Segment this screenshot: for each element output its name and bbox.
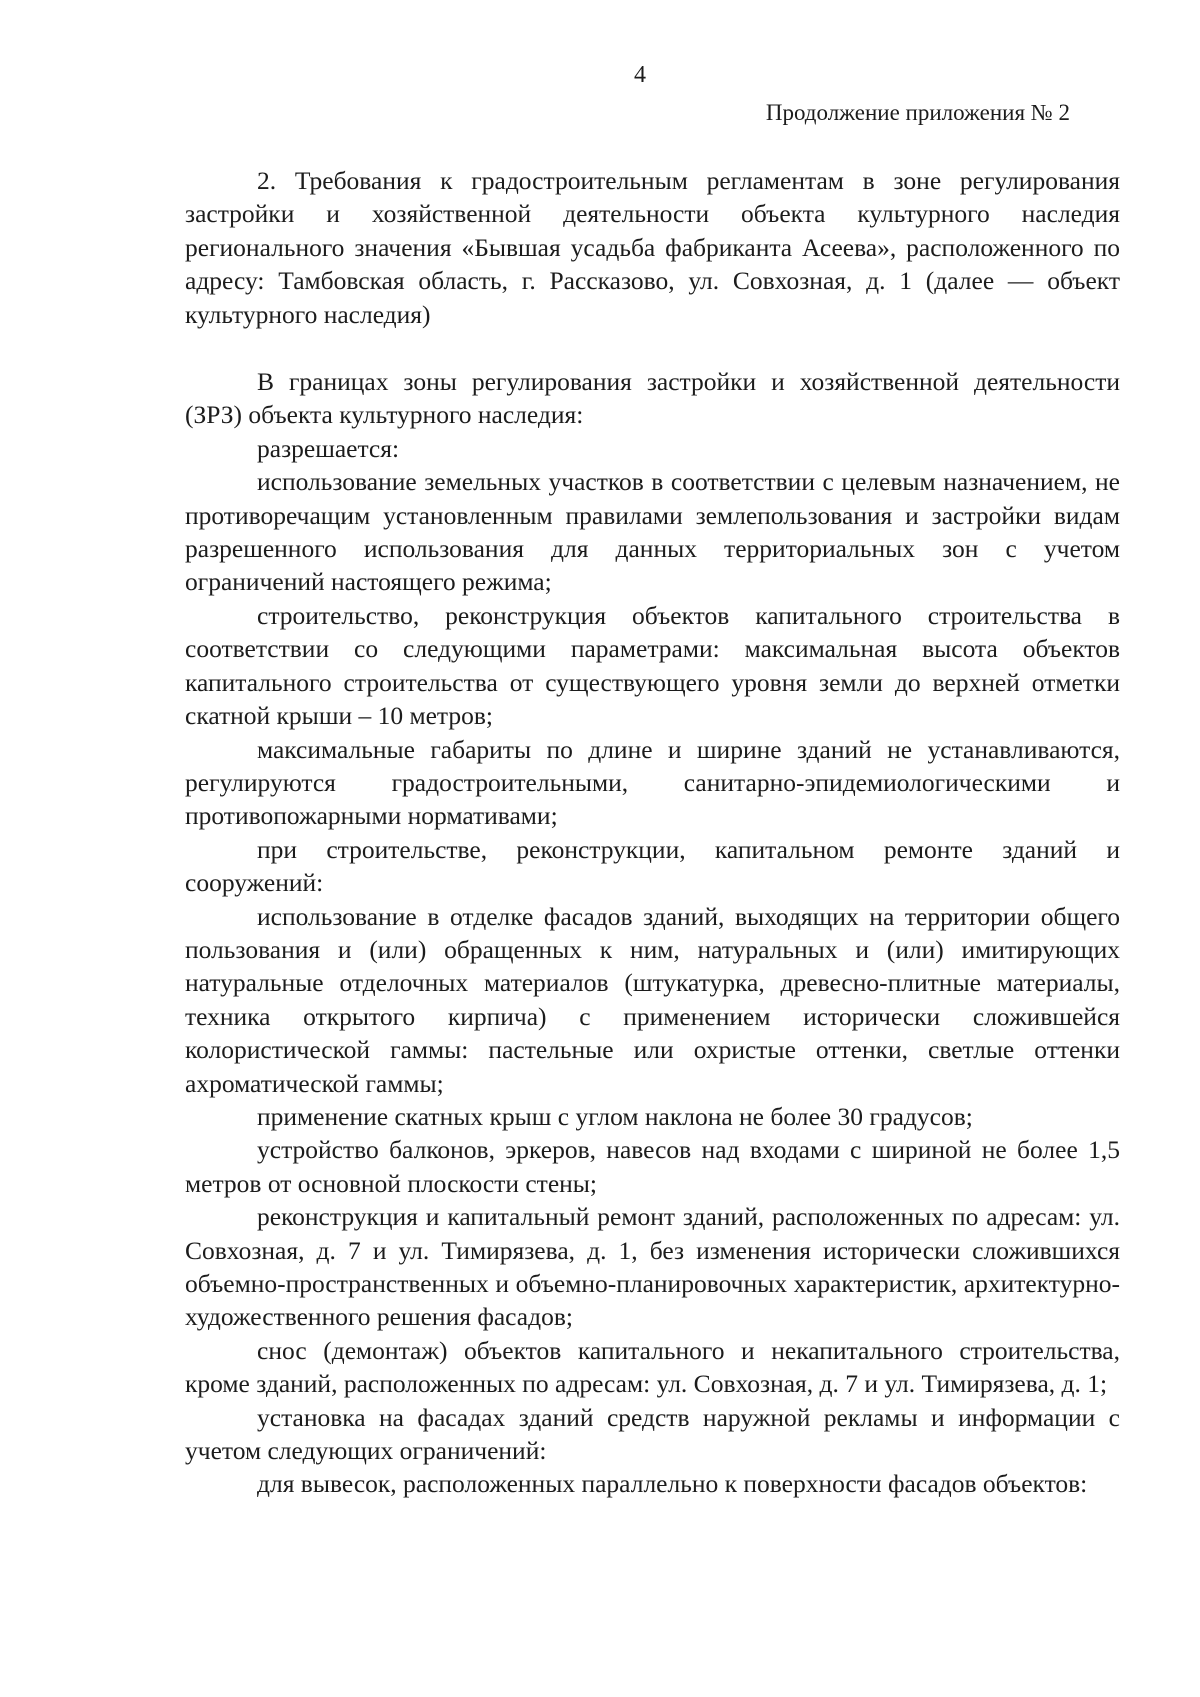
paragraph: для вывесок, расположенных параллельно к поверхности фасадов объектов:: [257, 1469, 1088, 1499]
page-number: 4: [634, 62, 646, 88]
paragraph: установка на фасадах зданий средств наружной рекламы и информации с учетом следующих ограничений:: [185, 1402, 1120, 1466]
paragraph: устройство балконов, эркеров, навесов над входами с шириной не более 1,5 метров от основной плоскости стены;: [185, 1135, 1120, 1198]
paragraph: использование в отделке фасадов зданий, выходящих на территории общего пользования и (или) обращенных к ним, натуральных и (или) имитирующих натуральные отделочных материалов (штукатурка, древесно-плитные материалы, техника открытого кирпича) с применением исторически сложившейся колористической гаммы: пастельные или охристые оттенки, светлые оттенки ахроматической гаммы;: [185, 901, 1120, 1098]
paragraph: разрешается:: [257, 433, 400, 463]
appendix-note: Продолжение приложения № 2: [765, 100, 1070, 125]
paragraph: реконструкция и капитальный ремонт зданий, расположенных по адресам: ул. Совхозная, д. 7 и ул. Тимирязева, д. 1, без изменения исторически сложившихся объемно-пространственных и объемно-планировочных характеристик, архитектурно-художественного решения фасадов;: [185, 1202, 1120, 1332]
paragraph: максимальные габариты по длине и ширине зданий не устанавливаются, регулируются градостроительными, санитарно-эпидемиологическими и противопожарными нормативами;: [185, 734, 1120, 831]
paragraph: применение скатных крыш с углом наклона не более 30 градусов;: [257, 1101, 973, 1131]
paragraph: строительство, реконструкция объектов капитального строительства в соответствии со следующими параметрами: максимальная высота объектов капитального строительства от существующего уровня земли до верхней отметки скатной крыши – 10 метров;: [185, 600, 1120, 731]
paragraph: В границах зоны регулирования застройки и хозяйственной деятельности (ЗРЗ) объекта культурного наследия:: [185, 367, 1120, 430]
section-heading: 2. Требования к градостроительным регламентам в зоне регулирования застройки и хозяйственной деятельности объекта культурного наследия регионального значения «Бывшая усадьба фабриканта Асеева», расположенного по адресу: Тамбовская область, г. Рассказово, ул. Совхозная, д. 1 (далее — объект культурного наследия): [185, 166, 1120, 329]
document-body: [185, 164, 1120, 1501]
paragraph: использование земельных участков в соответствии с целевым назначением, не противоречащим установленным правилами землепользования и застройки видам разрешенного использования для данных территориальных зон с учетом ограничений настоящего режима;: [185, 467, 1120, 597]
paragraph: снос (демонтаж) объектов капитального и некапитального строительства, кроме зданий, расположенных по адресам: ул. Совхозная, д. 7 и ул. Тимирязева, д. 1;: [185, 1335, 1120, 1399]
paragraph: при строительстве, реконструкции, капитальном ремонте зданий и сооружений:: [185, 834, 1120, 898]
